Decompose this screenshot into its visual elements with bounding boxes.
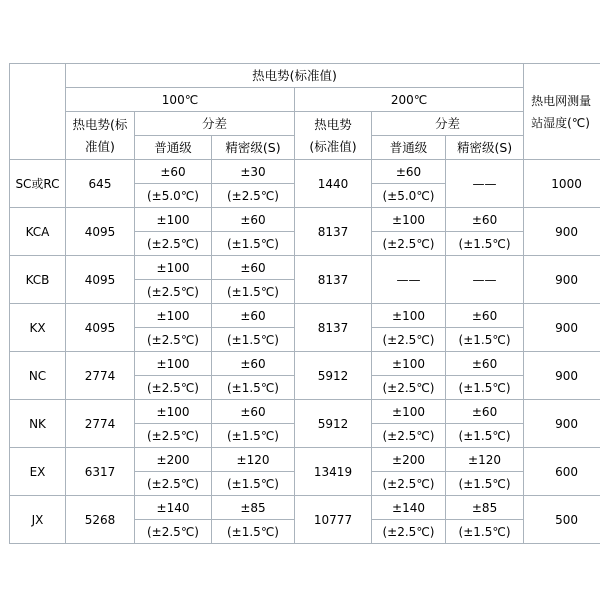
emf-100-header-line2: 准值) (85, 138, 115, 154)
row-precise-100-tolerance: (±1.5℃) (212, 328, 295, 352)
table-row (10, 256, 600, 280)
row-precise-100-tolerance: (±1.5℃) (212, 232, 295, 256)
row-precise-100-tolerance: (±1.5℃) (212, 280, 295, 304)
row-emf-200: 5912 (295, 400, 372, 448)
table-row (10, 160, 600, 184)
row-emf-100: 645 (66, 160, 135, 208)
row-emf-200: 10777 (295, 496, 372, 544)
row-normal-100-tolerance: (±2.5℃) (135, 520, 212, 544)
row-normal-200-value: ±140 (372, 496, 446, 520)
row-precise-100-tolerance: (±1.5℃) (212, 424, 295, 448)
row-normal-200-value: ±200 (372, 448, 446, 472)
row-precise-200-value: ±85 (446, 496, 524, 520)
last-col-header-line2: 站湿度(℃) (531, 115, 590, 130)
thermocouple-table (9, 63, 600, 544)
row-precise-100-value: ±60 (212, 400, 295, 424)
row-normal-100-tolerance: (±2.5℃) (135, 472, 212, 496)
row-precise-200-value: ±60 (446, 208, 524, 232)
row-precise-100-tolerance: (±2.5℃) (212, 184, 295, 208)
row-normal-200-tolerance: (±2.5℃) (372, 232, 446, 256)
row-emf-100: 4095 (66, 256, 135, 304)
corner-cell (10, 64, 66, 160)
row-last-value: 900 (524, 400, 600, 448)
row-normal-200-value: ±100 (372, 304, 446, 328)
row-normal-200-tolerance: (±2.5℃) (372, 376, 446, 400)
row-normal-200-tolerance: (±2.5℃) (372, 328, 446, 352)
table-row (10, 448, 600, 472)
row-emf-100: 5268 (66, 496, 135, 544)
row-normal-200-value: ±100 (372, 352, 446, 376)
row-precise-200-value: ±60 (446, 352, 524, 376)
group-title: 热电势(标准值) (66, 64, 524, 88)
row-normal-200-value: ±100 (372, 208, 446, 232)
row-precise-100-value: ±30 (212, 160, 295, 184)
row-code: SC或RC (10, 160, 66, 208)
row-code: KCA (10, 208, 66, 256)
row-precise-200-tolerance: (±1.5℃) (446, 328, 524, 352)
row-precise-200-tolerance: (±1.5℃) (446, 472, 524, 496)
row-normal-100-tolerance: (±2.5℃) (135, 376, 212, 400)
row-code: KCB (10, 256, 66, 304)
emf-100-header-line1: 热电势(标 (72, 116, 128, 132)
row-precise-100-value: ±60 (212, 304, 295, 328)
row-normal-100-value: ±140 (135, 496, 212, 520)
row-precise-200-value: —— (446, 256, 524, 304)
emf-200-header (295, 112, 372, 160)
row-precise-100-value: ±120 (212, 448, 295, 472)
row-emf-100: 6317 (66, 448, 135, 496)
row-normal-100-value: ±100 (135, 256, 212, 280)
row-last-value: 600 (524, 448, 600, 496)
table-row (10, 304, 600, 328)
row-normal-100-tolerance: (±2.5℃) (135, 328, 212, 352)
row-emf-100: 2774 (66, 400, 135, 448)
normal-grade-100-header: 普通级 (135, 136, 212, 160)
row-normal-100-value: ±100 (135, 304, 212, 328)
emf-200-header-line1: 热电势 (314, 116, 352, 132)
row-precise-200-tolerance: (±1.5℃) (446, 232, 524, 256)
row-last-value: 900 (524, 352, 600, 400)
row-normal-100-tolerance: (±2.5℃) (135, 424, 212, 448)
row-normal-100-value: ±100 (135, 208, 212, 232)
row-normal-100-tolerance: (±2.5℃) (135, 280, 212, 304)
row-precise-100-value: ±60 (212, 208, 295, 232)
row-precise-100-tolerance: (±1.5℃) (212, 520, 295, 544)
row-normal-200-value: ±100 (372, 400, 446, 424)
row-normal-200-tolerance: (±2.5℃) (372, 424, 446, 448)
emf-100-header (66, 112, 135, 160)
row-normal-100-tolerance: (±2.5℃) (135, 232, 212, 256)
row-normal-100-value: ±100 (135, 352, 212, 376)
row-precise-200-value: ±120 (446, 448, 524, 472)
row-emf-100: 4095 (66, 304, 135, 352)
row-normal-200-tolerance: (±2.5℃) (372, 472, 446, 496)
row-code: JX (10, 496, 66, 544)
row-normal-200-value: —— (372, 256, 446, 304)
row-code: NK (10, 400, 66, 448)
table-row (10, 400, 600, 424)
row-emf-200: 8137 (295, 304, 372, 352)
table-row (10, 352, 600, 376)
row-code: KX (10, 304, 66, 352)
row-precise-100-tolerance: (±1.5℃) (212, 376, 295, 400)
normal-grade-200-header: 普通级 (372, 136, 446, 160)
row-normal-200-tolerance: (±5.0℃) (372, 184, 446, 208)
tolerance-200-header: 分差 (372, 112, 524, 136)
row-last-value: 1000 (524, 160, 600, 208)
row-precise-100-value: ±60 (212, 256, 295, 280)
row-precise-100-value: ±85 (212, 496, 295, 520)
row-last-value: 900 (524, 208, 600, 256)
row-normal-100-tolerance: (±5.0℃) (135, 184, 212, 208)
row-normal-100-value: ±200 (135, 448, 212, 472)
row-code: NC (10, 352, 66, 400)
row-normal-200-tolerance: (±2.5℃) (372, 520, 446, 544)
row-emf-100: 4095 (66, 208, 135, 256)
row-last-value: 900 (524, 304, 600, 352)
row-emf-200: 13419 (295, 448, 372, 496)
row-precise-200-tolerance: (±1.5℃) (446, 376, 524, 400)
table-row (10, 496, 600, 520)
row-last-value: 500 (524, 496, 600, 544)
temp-100-header: 100℃ (66, 88, 295, 112)
last-col-header (524, 64, 600, 160)
temp-200-header: 200℃ (295, 88, 524, 112)
emf-200-header-line2: (标准值) (309, 138, 357, 154)
row-emf-200: 8137 (295, 208, 372, 256)
row-last-value: 900 (524, 256, 600, 304)
precise-grade-100-header: 精密级(S) (212, 136, 295, 160)
row-precise-200-tolerance: (±1.5℃) (446, 520, 524, 544)
row-precise-100-value: ±60 (212, 352, 295, 376)
table-row (10, 208, 600, 232)
row-precise-100-tolerance: (±1.5℃) (212, 472, 295, 496)
row-normal-100-value: ±60 (135, 160, 212, 184)
row-emf-200: 8137 (295, 256, 372, 304)
row-emf-200: 1440 (295, 160, 372, 208)
row-emf-200: 5912 (295, 352, 372, 400)
row-emf-100: 2774 (66, 352, 135, 400)
row-code: EX (10, 448, 66, 496)
last-col-header-line1: 热电网测量 (531, 93, 592, 108)
tolerance-100-header: 分差 (135, 112, 295, 136)
row-precise-200-value: ±60 (446, 400, 524, 424)
row-normal-100-value: ±100 (135, 400, 212, 424)
precise-grade-200-header: 精密级(S) (446, 136, 524, 160)
row-normal-200-value: ±60 (372, 160, 446, 184)
row-precise-200-value: ±60 (446, 304, 524, 328)
row-precise-200-value: —— (446, 160, 524, 208)
row-precise-200-tolerance: (±1.5℃) (446, 424, 524, 448)
